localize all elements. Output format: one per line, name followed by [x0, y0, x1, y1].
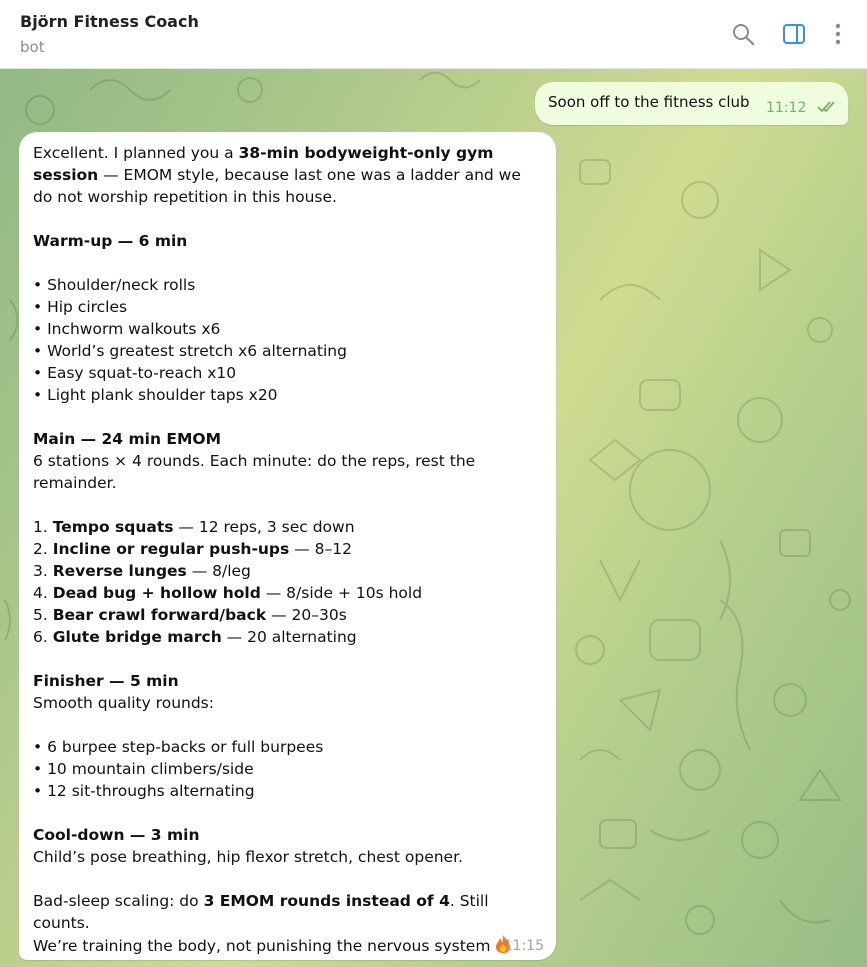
intro-paragraph: Excellent. I planned you a 38-min bodyweight-only gym session — EMOM style, because last one was a ladder and we do not worship repetition in this house. [33, 144, 521, 206]
list-item: • World’s greatest stretch x6 alternating [33, 342, 347, 360]
sidebar-toggle-icon[interactable] [782, 22, 806, 46]
outgoing-message[interactable] [535, 82, 848, 125]
cooldown-description: Child’s pose breathing, hip flexor stretch, chest opener. [33, 848, 463, 866]
list-item: • Hip circles [33, 298, 128, 316]
list-item: • Inchworm walkouts x6 [33, 320, 221, 338]
list-item: • Easy squat-to-reach x10 [33, 364, 237, 382]
list-item: • 6 burpee step-backs or full burpees [33, 738, 324, 756]
incoming-message-time: 11:15 [503, 938, 544, 954]
list-item: • Shoulder/neck rolls [33, 276, 196, 294]
list-item: 4. Dead bug + hollow hold — 8/side + 10s hold [33, 584, 423, 602]
list-item: 1. Tempo squats — 12 reps, 3 sec down [33, 518, 355, 536]
cooldown-heading: Cool-down — 3 min [33, 826, 200, 844]
more-vertical-icon[interactable] [826, 22, 850, 46]
list-item: • Light plank shoulder taps x20 [33, 386, 278, 404]
list-item: • 10 mountain climbers/side [33, 760, 254, 778]
list-item: 3. Reverse lunges — 8/leg [33, 562, 251, 580]
outgoing-message-text: Soon off to the fitness club [548, 93, 750, 111]
incoming-message[interactable] [19, 132, 556, 960]
closing-line: We’re training the body, not punishing the nervous system [33, 934, 543, 957]
list-item: 6. Glute bridge march — 20 alternating [33, 628, 357, 646]
scaling-paragraph: Bad-sleep scaling: do 3 EMOM rounds instead of 4. Still counts. [33, 892, 489, 932]
outgoing-message-time: 11:12 [766, 100, 807, 116]
chat-title[interactable]: Björn Fitness Coach [20, 12, 199, 31]
list-item: 2. Incline or regular push-ups — 8–12 [33, 540, 352, 558]
warmup-heading: Warm-up — 6 min [33, 232, 188, 250]
chat-subtitle: bot [20, 38, 45, 56]
search-icon[interactable] [731, 22, 755, 46]
chat-header [0, 0, 867, 69]
list-item: • 12 sit-throughs alternating [33, 782, 255, 800]
finisher-heading: Finisher — 5 min [33, 672, 179, 690]
incoming-message-text [33, 142, 543, 957]
double-check-icon [817, 101, 837, 113]
list-item: 5. Bear crawl forward/back — 20–30s [33, 606, 347, 624]
main-description: 6 stations × 4 rounds. Each minute: do the reps, rest the remainder. [33, 452, 476, 492]
finisher-description: Smooth quality rounds: [33, 694, 214, 712]
main-heading: Main — 24 min EMOM [33, 430, 221, 448]
